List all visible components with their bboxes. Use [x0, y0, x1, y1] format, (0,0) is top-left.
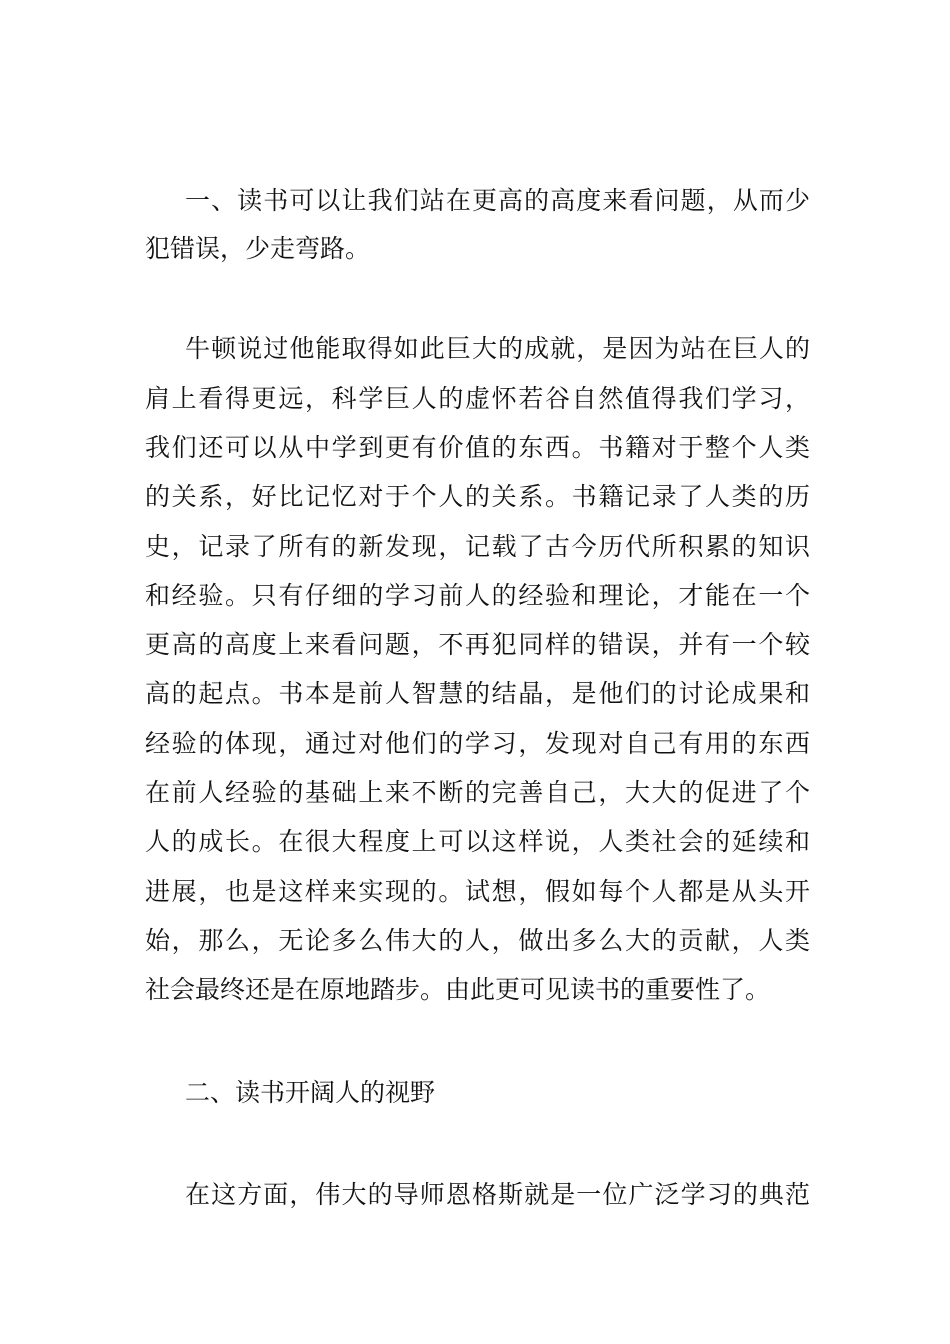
section-heading-2-line-1: 二、读书开阔人的视野	[185, 1078, 436, 1107]
paragraph-1-line-9: 经验的体现，通过对他们的学习，发现对自己有用的东西	[145, 729, 810, 758]
paragraph-2-line-1: 在这方面，伟大的导师恩格斯就是一位广泛学习的典范	[185, 1180, 810, 1209]
paragraph-1-line-14: 社会最终还是在原地踏步。由此更可见读书的重要性了。	[145, 975, 771, 1004]
paragraph-1-line-12: 进展，也是这样来实现的。试想，假如每个人都是从头开	[145, 877, 810, 906]
section-heading-1-line-2: 犯错误，少走弯路。	[145, 234, 371, 263]
paragraph-1-line-5: 史，记录了所有的新发现，记载了古今历代所积累的知识	[145, 532, 810, 561]
paragraph-1-line-13: 始，那么，无论多么伟大的人，做出多么大的贡献，人类	[145, 926, 810, 955]
paragraph-1-line-11: 人的成长。在很大程度上可以这样说，人类社会的延续和	[145, 827, 810, 856]
paragraph-1-line-1: 牛顿说过他能取得如此巨大的成就，是因为站在巨人的	[185, 334, 810, 363]
paragraph-1-line-7: 更高的高度上来看问题，不再犯同样的错误，并有一个较	[145, 630, 810, 659]
paragraph-1-line-6: 和经验。只有仔细的学习前人的经验和理论，才能在一个	[145, 581, 810, 610]
paragraph-1-line-8: 高的起点。书本是前人智慧的结晶，是他们的讨论成果和	[145, 679, 810, 708]
section-heading-1-line-1: 一、读书可以让我们站在更高的高度来看问题，从而少	[185, 186, 810, 215]
paragraph-1-line-10: 在前人经验的基础上来不断的完善自己，大大的促进了个	[145, 778, 810, 807]
paragraph-1-line-4: 的关系，好比记忆对于个人的关系。书籍记录了人类的历	[145, 482, 810, 511]
paragraph-1-line-3: 我们还可以从中学到更有价值的东西。书籍对于整个人类	[145, 433, 810, 462]
paragraph-1-line-2: 肩上看得更远，科学巨人的虚怀若谷自然值得我们学习，	[145, 384, 810, 413]
